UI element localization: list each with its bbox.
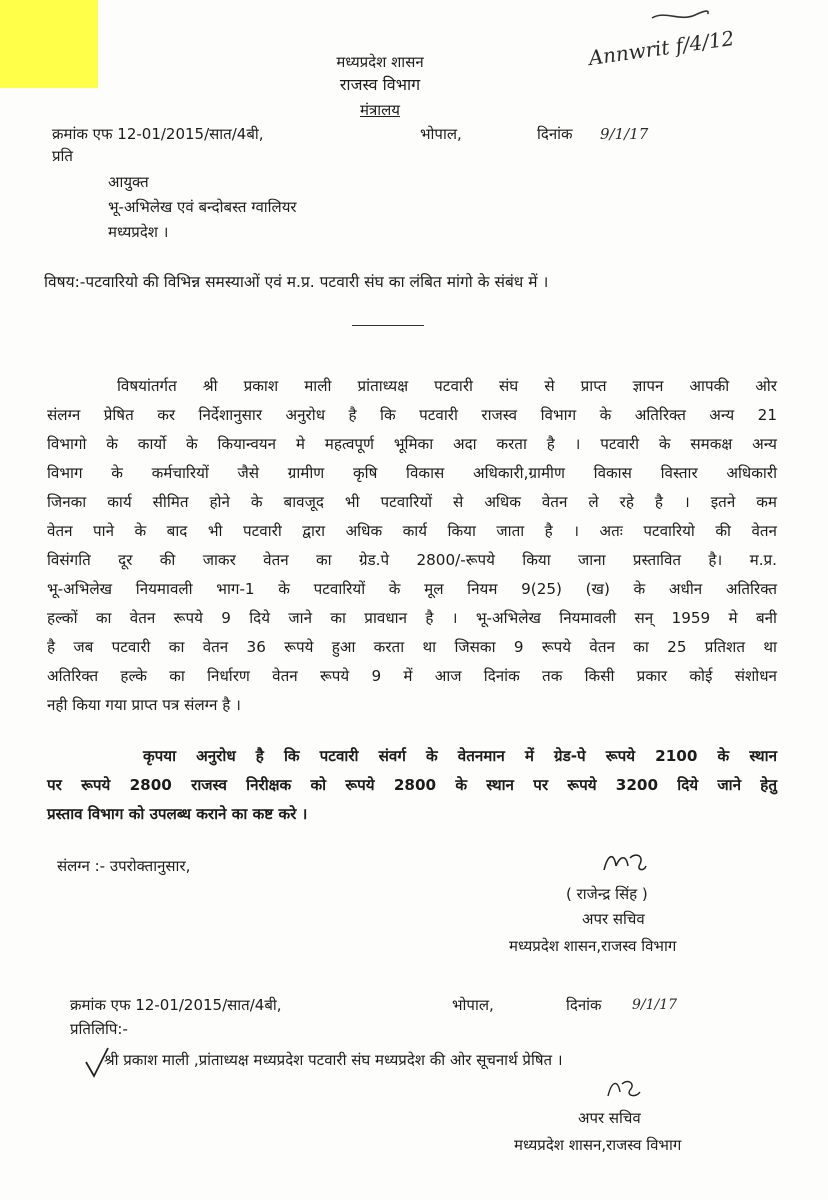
- para1-line: हल्कों का वेतन रूपये 9 दिये जाने का प्रावधान है । भू-अभिलेख नियमावली सन् 1959 मे बनी: [47, 609, 777, 627]
- addressee-office: भू-अभिलेख एवं बन्दोबस्त ग्वालियर: [108, 198, 297, 216]
- reference-number: क्रमांक एफ 12-01/2015/सात/4बी,: [52, 125, 264, 143]
- copy-reference-date-handwritten: 9/1/17: [632, 997, 678, 1013]
- copy-reference-number: क्रमांक एफ 12-01/2015/सात/4बी,: [70, 996, 282, 1014]
- copy-reference-place: भोपाल,: [452, 996, 494, 1014]
- reference-date-label: दिनांक: [537, 125, 573, 143]
- signatory-office: मध्यप्रदेश शासन,राजस्व विभाग: [509, 937, 677, 955]
- addressee-state: मध्यप्रदेश ।: [108, 223, 169, 241]
- para2-line: प्रस्ताव विभाग को उपलब्ध कराने का कष्ट करे ।: [47, 805, 308, 823]
- prati-label: प्रति: [52, 147, 73, 165]
- header-department: राजस्व विभाग: [339, 75, 421, 94]
- addressee-title: आयुक्त: [108, 173, 149, 191]
- para2-line: कृपया अनुरोध है कि पटवारी संवर्ग के वेतनमान में ग्रेड-पे रूपये 2100 के स्थान: [143, 747, 777, 765]
- para1-line: विषयांतर्गत श्री प्रकाश माली प्रांताध्यक्ष पटवारी संघ से प्राप्त ज्ञापन आपकी ओर: [117, 377, 777, 395]
- subject-divider: [352, 325, 424, 326]
- copy-label: प्रतिलिपि:-: [70, 1020, 128, 1038]
- signatory-designation: अपर सचिव: [582, 910, 645, 928]
- yellow-highlight-strip: [0, 0, 98, 88]
- header-government: मध्यप्रदेश शासन: [336, 53, 424, 71]
- copy-recipient: श्री प्रकाश माली ,प्रांताध्यक्ष मध्यप्रदेश पटवारी संघ मध्यप्रदेश की ओर सूचनार्थ प्रेषित ।: [104, 1051, 563, 1069]
- copy-reference-date-label: दिनांक: [566, 996, 602, 1014]
- para1-line: संलग्न प्रेषित कर निर्देशानुसार अनुरोध है कि पटवारी राजस्व विभाग के अतिरिक्त अन्य 21: [47, 406, 777, 424]
- subject-line: विषय:-पटवारियो की विभिन्न समस्याओं एवं म.प्र. पटवारी संघ का लंबित मांगो के संबंध में ।: [44, 273, 549, 291]
- enclosure-line: संलग्न :- उपरोक्तानुसार,: [57, 857, 191, 875]
- para1-line: वेतन पाने के बाद भी पटवारी द्वारा अधिक कार्य किया जाता है । अतः पटवारियो की वेतन: [47, 522, 777, 540]
- header-ministry: मंत्रालय: [359, 101, 400, 119]
- para1-line: विभागो के कार्यो के कियान्वयन मे महत्वपूर्ण भूमिका अदा करता है । पटवारी के समकक्ष अन्य: [47, 435, 777, 453]
- para1-line: नही किया गया प्राप्त पत्र संलग्न है ।: [47, 696, 241, 714]
- body-paragraph-2: [47, 742, 777, 829]
- signatory-name: ( राजेन्द्र सिंह ): [566, 885, 648, 903]
- para1-line: विसंगति दूर की जाकर वेतन का ग्रेड.पे 2800/-रूपये किया जाना प्रस्तावित है। म.प्र.: [47, 551, 777, 569]
- reference-place: भोपाल,: [420, 125, 462, 143]
- para1-line: जिनका कार्य सीमित होने के बावजूद भी पटवारियों से अधिक वेतन ले रहे है । इतने कम: [47, 493, 777, 511]
- handwritten-scribble-top: [650, 6, 710, 26]
- handwritten-annotation: Annwrit f/4/12: [587, 25, 736, 71]
- para1-line: भू-अभिलेख नियमावली भाग-1 के पटवारियों के मूल नियम 9(25) (ख) के अधीन अतिरिक्त: [47, 580, 777, 598]
- para1-line: अतिरिक्त हल्के का निर्धारण वेतन रूपये 9 में आज दिनांक तक किसी प्रकार कोई संशोधन: [47, 667, 777, 685]
- copy-signatory-office: मध्यप्रदेश शासन,राजस्व विभाग: [514, 1136, 682, 1154]
- body-paragraph-1: [47, 372, 777, 720]
- copy-signatory-designation: अपर सचिव: [578, 1109, 641, 1127]
- reference-date-handwritten: 9/1/17: [600, 125, 649, 143]
- signature-initials: [600, 848, 650, 878]
- copy-signature-initials: [604, 1076, 644, 1102]
- para2-line: पर रूपये 2800 राजस्व निरीक्षक को रूपये 2800 के स्थान पर रूपये 3200 दिये जाने हेतु: [47, 776, 777, 794]
- para1-line: विभाग के कर्मचारियों जैसे ग्रामीण कृषि विकास अधिकारी,ग्रामीण विकास विस्तार अधिकारी: [47, 464, 777, 482]
- para1-line: है जब पटवारी का वेतन 36 रूपये हुआ करता था जिसका 9 रूपये वेतन का 25 प्रतिशत था: [47, 638, 777, 656]
